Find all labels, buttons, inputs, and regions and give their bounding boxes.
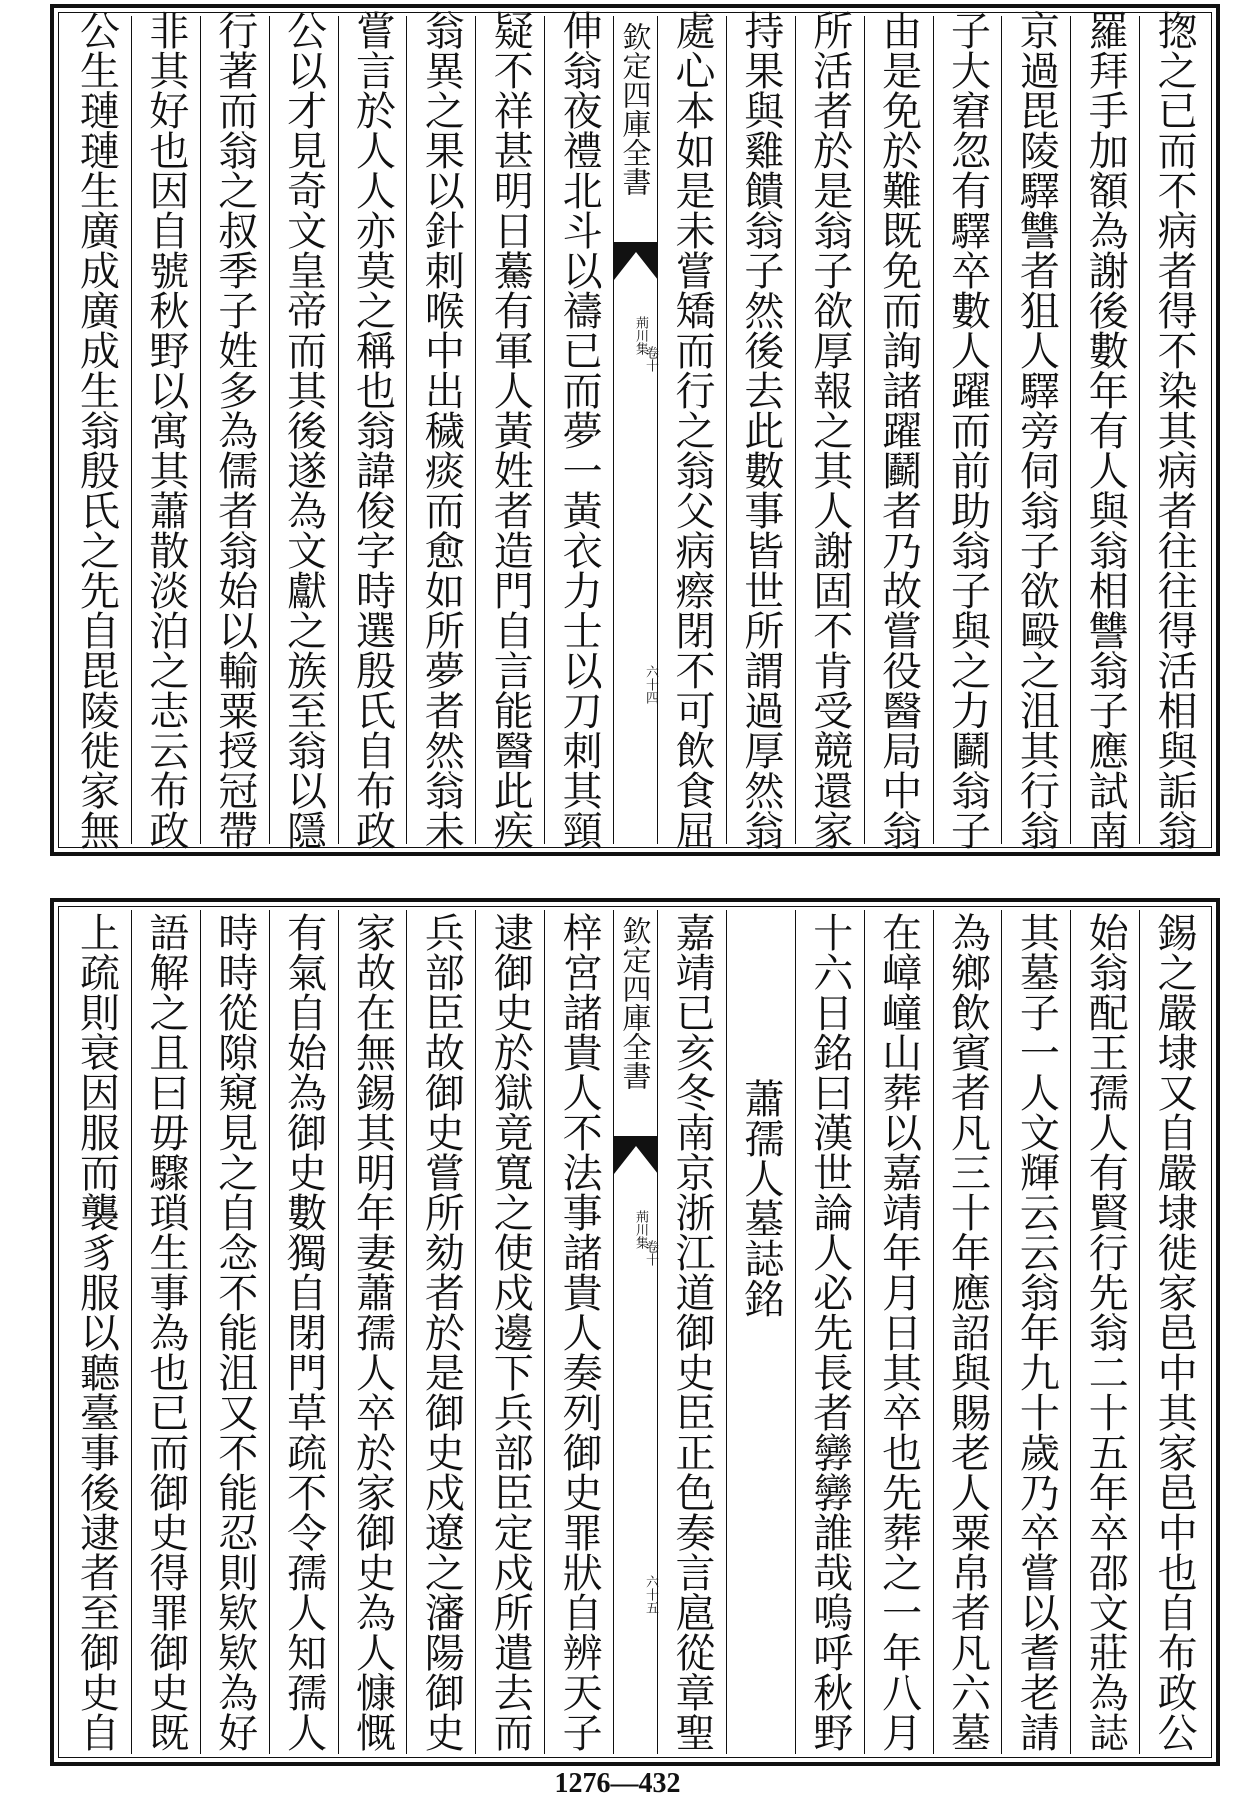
column-text: 梓宮諸貴人不法事諸貴人奏列御史罪狀自辨天子 — [556, 912, 603, 1752]
column-text: 嘉靖已亥冬南京浙江道御史臣正色奏言扈從章聖 — [668, 912, 715, 1752]
text-column — [406, 910, 475, 1754]
text-column — [1001, 910, 1070, 1754]
bottom-page-columns — [62, 910, 1208, 1754]
fold-margin-banxin — [613, 910, 657, 1754]
column-text: 羅拜手加額為謝後數年有人與翁相讐翁子應試南 — [1082, 10, 1129, 850]
text-column — [62, 910, 131, 1754]
text-column — [475, 10, 544, 850]
fold-margin-banxin — [613, 16, 657, 844]
column-text: 為鄉飲賓者凡三十年應詔與賜老人粟帛者凡六墓 — [944, 912, 991, 1752]
banxin-collection-title: 欽定四庫全書 — [614, 916, 657, 1137]
epitaph-title-column — [726, 910, 795, 1754]
column-text: 兵部臣故御史嘗所劾者於是御史戍遼之瀋陽御史 — [418, 912, 465, 1752]
banxin-collection-title: 欽定四庫全書 — [614, 22, 657, 243]
text-column — [795, 10, 864, 850]
column-text: 時時從隙窺見之自念不能沮又不能忍則欵欵為好 — [211, 912, 258, 1752]
text-column — [338, 10, 407, 850]
column-text: 有氣自始為御史數獨自閉門草疏不令孺人知孺人 — [280, 912, 327, 1752]
text-column — [62, 10, 131, 850]
column-text: 處心本如是未嘗矯而行之翁父病瘵閉不可飲食屈 — [668, 10, 715, 850]
column-text: 家故在無錫其明年妻蕭孺人卒於家御史為人慷慨 — [349, 912, 396, 1752]
text-column — [657, 910, 726, 1754]
text-column — [864, 10, 933, 850]
column-text: 行著而翁之叔季子姓多為儒者翁始以輸粟授冠帶 — [211, 10, 258, 850]
column-text: 公以才見奇文皇帝而其後遂為文獻之族至翁以隱 — [280, 10, 327, 850]
top-page-columns — [62, 10, 1208, 850]
text-column — [131, 910, 200, 1754]
text-column — [933, 10, 1002, 850]
text-column — [933, 910, 1002, 1754]
column-text: 揔之已而不病者得不染其病者往往得活相與詬翁 — [1151, 10, 1198, 850]
text-column — [1139, 10, 1208, 850]
text-column — [200, 910, 269, 1754]
top-page — [50, 4, 1220, 856]
column-text: 錫之嚴埭又自嚴埭徙家邑中其家邑中也自布政公 — [1151, 912, 1198, 1752]
text-column — [338, 910, 407, 1754]
text-column — [1070, 10, 1139, 850]
text-column — [200, 10, 269, 850]
text-column — [657, 10, 726, 850]
bottom-page — [50, 898, 1220, 1766]
column-text: 十六日銘曰漢世論人必先長者㝈㝈誰哉嗚呼秋野 — [806, 912, 853, 1752]
column-text: 在嶂㠉山葬以嘉靖年月日其卒也先葬之一年八月 — [875, 912, 922, 1752]
column-text: 持果與雞饋翁子然後去此數事皆世所謂過厚然翁 — [737, 10, 784, 850]
text-column — [131, 10, 200, 850]
text-column — [1001, 10, 1070, 850]
column-text: 子大窘忽有驛卒數人躍而前助翁子與之力鬬翁子 — [944, 10, 991, 850]
banxin-volume: 卷十 — [643, 1240, 658, 1266]
column-text: 非其好也因自號秋野以寓其蕭散淡泊之志云布政 — [142, 10, 189, 850]
column-text: 翁異之果以針刺喉中出穢痰而愈如所夢者然翁未 — [418, 10, 465, 850]
banxin-page-number: 六十四 — [643, 665, 658, 704]
column-text: 公生璉璉生廣成廣成生翁殷氏之先自毘陵徙家無 — [73, 10, 120, 850]
column-text: 疑不祥甚明日驀有軍人黃姓者造門自言能醫此疾 — [487, 10, 534, 850]
text-column — [1070, 910, 1139, 1754]
column-text: 嘗言於人人亦莫之稱也翁諱俊字時選殷氏自布政 — [349, 10, 396, 850]
banxin-volume: 卷十 — [643, 346, 658, 372]
banxin-book-title: 荊川集 — [633, 1210, 648, 1249]
column-text: 始翁配王孺人有賢行先翁二十五年卒邵文莊為誌 — [1082, 912, 1129, 1752]
fishtail-mark — [614, 242, 658, 282]
text-column — [475, 910, 544, 1754]
fishtail-mark — [614, 1136, 658, 1176]
text-column — [726, 10, 795, 850]
column-text: 由是免於難既免而詢諸躍鬬者乃故嘗役醫局中翁 — [875, 10, 922, 850]
column-text: 所活者於是翁子欲厚報之其人謝固不肯受競還家 — [806, 10, 853, 850]
column-text: 伸翁夜禮北斗以禱已而夢一黃衣力士以刀刺其頸 — [556, 10, 603, 850]
text-column — [544, 910, 613, 1754]
text-column — [864, 910, 933, 1754]
text-column — [795, 910, 864, 1754]
column-text: 逮御史於獄竟寬之使戍邊下兵部臣定戍所遣去而 — [487, 912, 534, 1752]
text-column — [406, 10, 475, 850]
column-text: 其墓子一人文輝云云翁年九十歲乃卒嘗以耆老請 — [1013, 912, 1060, 1752]
text-column — [1139, 910, 1208, 1754]
banxin-page-number: 六十五 — [643, 1575, 658, 1614]
page-footer-number: 1276—432 — [554, 1768, 681, 1799]
column-text: 京過毘陵驛讐者狙人驛旁伺翁子欲毆之沮其行翁 — [1013, 10, 1060, 850]
text-column — [269, 910, 338, 1754]
text-column — [544, 10, 613, 850]
column-text: 蕭孺人墓誌銘 — [737, 1038, 784, 1318]
text-column — [269, 10, 338, 850]
banxin-book-title: 荊川集 — [633, 316, 648, 355]
column-text: 上疏則衰因服而襲豸服以聽臺事後逮者至御史自 — [73, 912, 120, 1752]
column-text: 語解之且曰毋驟瑣生事為也已而御史得罪御史既 — [142, 912, 189, 1752]
